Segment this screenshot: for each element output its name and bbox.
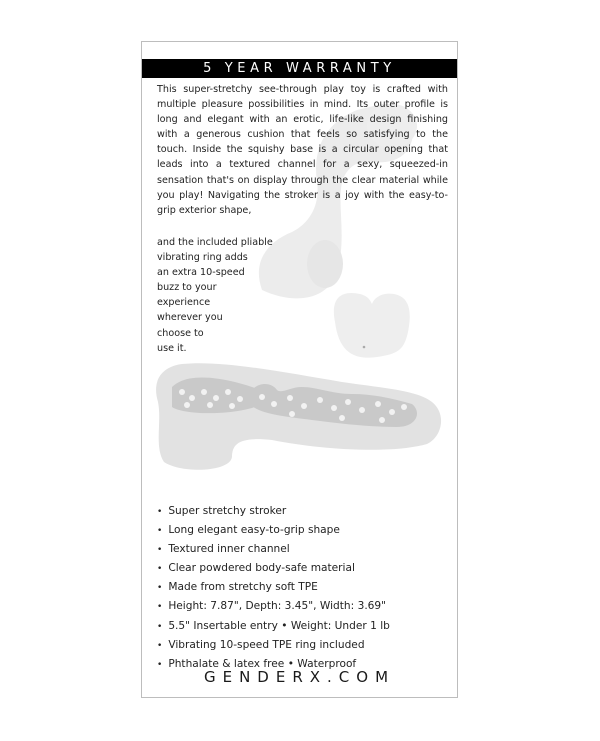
website-url: GENDERX.COM (203, 668, 396, 686)
description-line: wherever you (157, 312, 223, 324)
feature-item: • Height: 7.87", Depth: 3.45", Width: 3.69" (157, 597, 390, 616)
warranty-banner: 5 YEAR WARRANTY (142, 59, 457, 78)
feature-list (157, 502, 390, 674)
feature-item: • Clear powdered body-safe material (157, 559, 390, 578)
product-description-continued (157, 235, 273, 356)
product-base-view-image (334, 293, 410, 358)
product-cutaway-view-image (156, 363, 441, 470)
feature-item: • Long elegant easy-to-grip shape (157, 521, 390, 540)
feature-item: • Vibrating 10-speed TPE ring included (157, 636, 390, 655)
description-line: choose to (157, 327, 204, 339)
description-line: buzz to your (157, 282, 217, 294)
product-info-card (141, 41, 458, 698)
description-line: vibrating ring adds (157, 252, 248, 264)
feature-item: • Super stretchy stroker (157, 502, 390, 521)
description-line: and the included pliable (157, 237, 273, 248)
feature-item: • 5.5" Insertable entry • Weight: Under 1 lb (157, 617, 390, 636)
product-description: This super-stretchy see-through play toy is crafted with multiple pleasure possibilities in mind. Its outer profile is long and elegant with an erotic, life-like design finishing with a generous cushion that feels so satisfying to the touch. Inside the squishy base is a circular opening that leads into a textured channel for a sexy, squeezed-in sensation that's on display through the clear material while you play! Navigating the stroker is a joy with the easy-to-grip exterior shape, (157, 84, 448, 216)
description-line: experience (157, 297, 211, 309)
feature-item: • Textured inner channel (157, 540, 390, 559)
description-line: use it. (157, 342, 187, 354)
feature-item: • Phthalate & latex free • Waterproof (157, 655, 390, 674)
feature-item: • Made from stretchy soft TPE (157, 578, 390, 597)
description-line: an extra 10-speed (157, 267, 245, 279)
